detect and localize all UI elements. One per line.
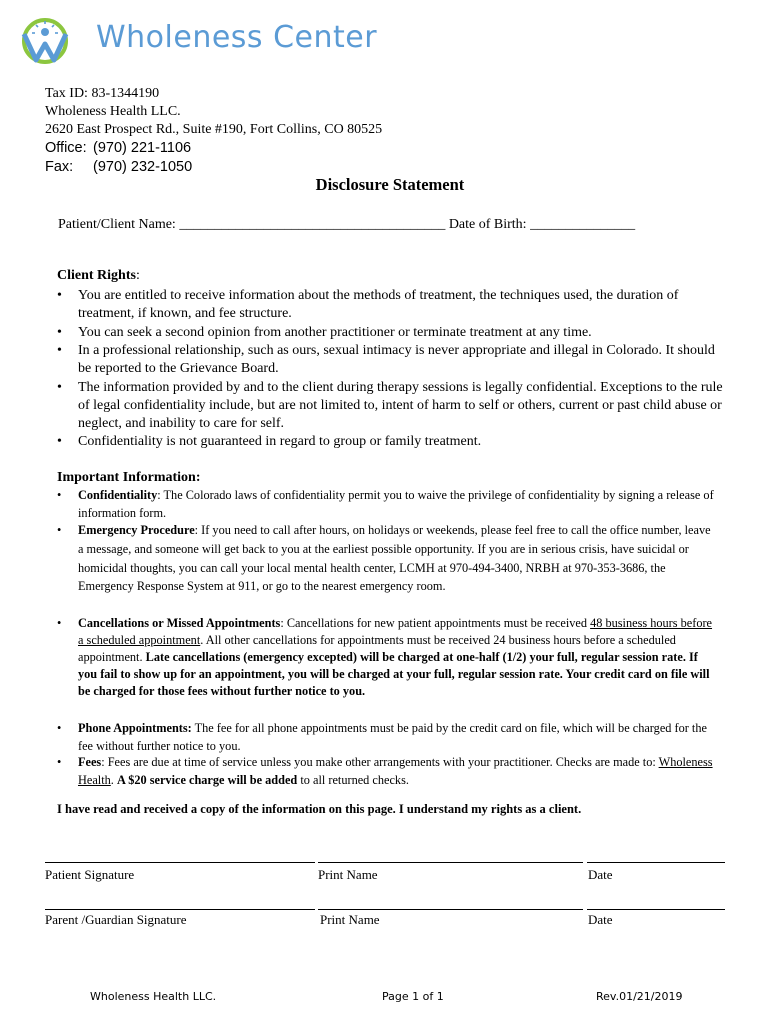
info-item-body: The fee for all phone appointments must be paid by the credit card on file, which will be charged for the fee without further notice to you. (78, 721, 707, 753)
info-item-phone (57, 720, 717, 755)
address: 2620 East Prospect Rd., Suite #190, Fort Collins, CO 80525 (45, 122, 383, 137)
bullet: • (57, 755, 62, 769)
info-item-underlined: Wholeness Health (78, 755, 713, 787)
info-item-body: : Fees are due at time of service unless you make other arrangements with your practitioner. Checks are made to: (101, 755, 659, 769)
footer-page-number: Page 1 of 1 (382, 990, 444, 1003)
late-fee-policy: Late cancellations (emergency excepted) will be charged at one-half (1/2) your full, regular session rate. If you fail to show up for an appointment, you will be charged at your full, regular session rate. Your credit card on file will be charged for those fees without further notice to you. (78, 650, 710, 699)
patient-info-row (58, 217, 635, 233)
bullet: • (57, 434, 62, 449)
acknowledgement-statement: I have read and received a copy of the information on this page. I understand my rights as a client. (57, 802, 582, 816)
guardian-print-name-label: Print Name (320, 912, 380, 927)
rights-item (57, 342, 727, 378)
patient-signature-line[interactable] (45, 862, 315, 863)
date-line[interactable] (587, 862, 725, 863)
guardian-print-name-line[interactable] (318, 909, 583, 910)
wholeness-center-logo (16, 18, 378, 68)
info-item-emergency (57, 521, 717, 596)
rights-item (57, 287, 727, 323)
info-item-text (78, 754, 717, 789)
rights-item-text: You can seek a second opinion from another practitioner or terminate treatment at any time. (78, 325, 592, 340)
fax-label: Fax: (45, 159, 74, 175)
print-name-line[interactable] (318, 862, 583, 863)
info-item-label: Emergency Procedure (78, 523, 195, 537)
info-item-cancellations (57, 615, 717, 700)
info-item-text (78, 521, 717, 596)
bullet: • (57, 616, 62, 630)
rights-item (57, 324, 727, 342)
rights-item (57, 433, 727, 451)
organization-name: Wholeness Health LLC. (45, 104, 181, 119)
rights-item-text: In a professional relationship, such as ours, sexual intimacy is never appropriate and illegal in Colorado. It should be reported to the Grievance Board. (78, 343, 715, 376)
bullet: • (57, 721, 62, 735)
info-item-body: : Cancellations for new patient appointments must be received (280, 616, 591, 630)
bullet: • (57, 343, 62, 358)
client-rights-heading (57, 268, 140, 284)
rights-item-text: The information provided by and to the client during therapy sessions is legally confidential. Exceptions to the rule of legal confidentiality include, but are not limited to, intent of harm to self or others, current or past child abuse or neglect, and inability to care for self. (78, 380, 723, 431)
guardian-signature-label: Parent /Guardian Signature (45, 912, 187, 927)
page-title: Disclosure Statement (315, 175, 465, 194)
dob-label: Date of Birth: (448, 217, 527, 232)
client-rights-colon: : (135, 268, 140, 283)
rights-item-text: Confidentiality is not guaranteed in regard to group or family treatment. (78, 434, 482, 449)
guardian-date-label: Date (588, 912, 613, 927)
bullet: • (57, 523, 62, 537)
info-item-body: . (110, 772, 117, 787)
bullet: • (57, 380, 62, 395)
patient-name-label: Patient/Client Name: (58, 217, 176, 232)
info-item-body: to all returned checks. (297, 772, 409, 787)
rights-item-text: You are entitled to receive information about the methods of treatment, the techniques used, the duration of treatment, if known, and fee structure. (78, 288, 679, 321)
info-item-body: : The Colorado laws of confidentiality permit you to waive the privilege of confidentiality by signing a release of information form. (78, 488, 714, 520)
bullet: • (57, 488, 62, 502)
info-item-text (78, 487, 717, 522)
logo-wordmark: Wholeness Center (96, 20, 378, 55)
client-rights-title: Client Rights (57, 268, 136, 283)
fax-number (45, 159, 192, 175)
date-label: Date (588, 867, 613, 882)
office-phone (45, 140, 191, 156)
fax-value: (970) 232-1050 (93, 159, 193, 175)
info-item-label: Confidentiality (78, 488, 158, 502)
info-item-label: Cancellations or Missed Appointments (78, 616, 281, 630)
guardian-signature-line[interactable] (45, 909, 315, 910)
rights-item (57, 379, 727, 433)
guardian-date-line[interactable] (587, 909, 725, 910)
important-info-heading: Important Information: (57, 470, 201, 485)
bullet: • (57, 288, 62, 303)
info-item-label: Phone Appointments: (78, 721, 192, 735)
footer-organization: Wholeness Health LLC. (90, 990, 217, 1003)
info-item-body: . All other cancellations for appointments must be received 24 business hours before a scheduled appointment. (78, 633, 676, 665)
info-item-label: Fees (78, 755, 102, 769)
footer-revision: Rev.01/21/2019 (596, 990, 683, 1003)
service-charge-notice: A $20 service charge will be added (116, 772, 298, 787)
print-name-label: Print Name (318, 867, 378, 882)
office-label: Office: (45, 140, 87, 156)
info-item-underlined: 48 business hours before a scheduled appointment (78, 616, 713, 648)
patient-signature-label: Patient Signature (45, 867, 135, 882)
logo-emblem-icon (16, 18, 74, 64)
info-item-fees (57, 754, 717, 789)
office-number: (970) 221-1106 (93, 140, 192, 156)
patient-name-field[interactable]: ______________________________________ (179, 217, 446, 232)
bullet: • (57, 325, 62, 340)
info-item-confidentiality (57, 487, 717, 522)
info-item-body: : If you need to call after hours, on holidays or weekends, please feel free to call the office number, leave a message, and someone will get back to you at the earliest possible opportunity. If you are in serious crisis, have suicidal or homicidal thoughts, you can call your local mental health center, LCMH at 970-494-3400, NRBH at 970-353-3686, the Emergency Response System at 911, or go to the nearest emergency room. (78, 523, 711, 594)
info-item-text (78, 720, 717, 755)
info-item-text (78, 615, 717, 700)
dob-field[interactable]: _______________ (530, 217, 636, 232)
tax-id: Tax ID: 83-1344190 (45, 86, 160, 101)
